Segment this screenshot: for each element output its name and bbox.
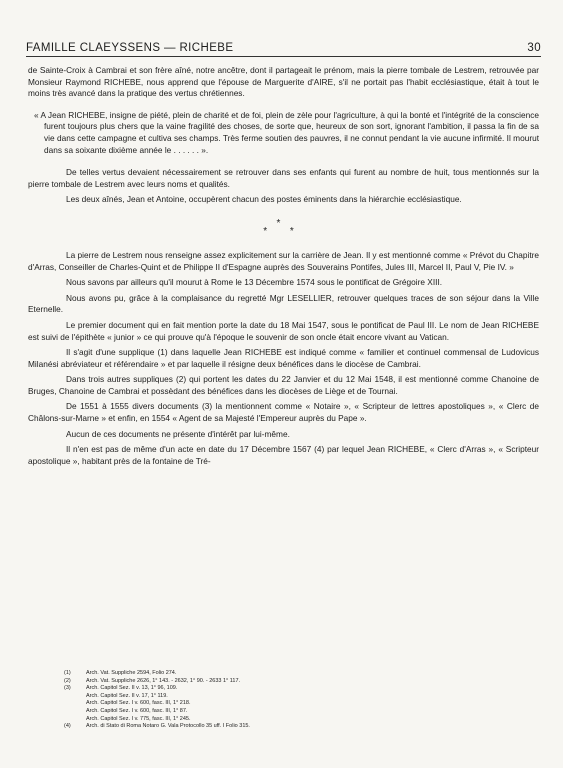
footnote: Arch. Capitol Sez. II v. 17, 1° 119. — [86, 692, 168, 699]
paragraph: Nous savons par ailleurs qu'il mourut à Rome le 13 Décembre 1574 sous le pontificat de Grégoire XIII. — [66, 277, 443, 288]
paragraph: De telles vertus devaient nécessairement se retrouver dans ses enfants qui furent au nombre de huit, tous mentionnés sur la pierre tombale de Lestrem avec leurs noms et qualités. — [28, 167, 539, 189]
section-separator — [28, 217, 539, 237]
separator-stars: * * — [263, 225, 304, 237]
footnotes — [64, 670, 539, 731]
footnote: Arch. Capitol Sez. I v. 775, fasc. III, 1° 245. — [86, 715, 191, 722]
page-header — [26, 38, 541, 54]
paragraph: Nous avons pu, grâce à la complaisance du regretté Mgr LESELLIER, retrouver quelques traces de son séjour dans la Ville Eternelle. — [28, 292, 539, 315]
paragraph: Il s'agit d'une supplique (1) dans laquelle Jean RICHEBE est indiqué comme « familier et continuel commensal de Ludovicus Milanési abréviateur et référendaire » et par laquelle il résigne deux bénéfices dans le diocèse de Cambrai. — [28, 347, 539, 369]
footnote: (2) Arch. Vat. Suppliche 2626, 1° 143. - 2632, 1° 90. - 2633 1° 117. — [64, 677, 241, 684]
epitaph-quote: « A Jean RICHEBE, insigne de piété, plein de charité et de foi, plein de zèle pour l'agriculture, à qui la bonté et l'intégrité de la conscience furent toujours plus chers que la vaine fragilité des choses, de sorte que, heureux de son sort, ignorant l'ambition, il passa la fin de sa vie dans cette campagne et cultiva ses champs. Très ferme soutien des pauvres, il ne connut pendant la vie aucune infirmité. Il mourut dans sa soixante dixième année le . . . . . . ». — [34, 109, 539, 155]
header-rule — [26, 56, 541, 57]
running-title: FAMILLE CLAEYSSENS — RICHEBE — [26, 42, 234, 54]
paragraph: Il n'en est pas de même d'un acte en date du 17 Décembre 1567 (4) par lequel Jean RICHEBE, « Clerc d'Arras », « Scripteur apostolique », habitant près de la fontaine de Tré- — [28, 444, 539, 466]
paragraph: Le premier document qui en fait mention porte la date du 18 Mai 1547, sous le pontificat de Paul III. Le nom de Jean RICHEBE est suivi de l'épithète « junior » ce qui prouve qu'à l'époque le souvenir de son oncle était encore vivant au Vatican. — [28, 319, 539, 342]
footnote: (4) Arch. di Stato di Roma Notaro G. Vala Protocollo 35 uff. I Folio 315. — [64, 723, 250, 730]
footnote: (1) Arch. Vat. Suppliche 2594, Folio 274. — [64, 670, 177, 676]
separator-star: * — [276, 217, 291, 229]
footnote: (3) Arch. Capitol Sez. II v. 13, 1° 96, 109. — [64, 685, 178, 692]
page-number: 30 — [527, 42, 541, 54]
body-text — [28, 65, 539, 471]
paragraph: Dans trois autres suppliques (2) qui portent les dates du 22 Janvier et du 12 Mai 1548, il est mentionné comme Chanoine de Bruges, Chanoine de Cambrai et possèdant des bénéfices dans les diocèses de Liège et de Tournai. — [28, 374, 539, 396]
paragraph: De 1551 à 1555 divers documents (3) la mentionnent comme « Notaire », « Scripteur de lettres apostoliques », « Clerc de Châlons-sur-Marne » et enfin, en 1554 « Agent de sa Majesté l'Empereur auprès du Pape ». — [28, 401, 539, 424]
paragraph: Les deux aînés, Jean et Antoine, occupèrent chacun des postes éminents dans la hiérarchie ecclésiastique. — [66, 194, 462, 205]
footnote: Arch. Capitol Sez. I v. 600, fasc. III, 1° 87. — [86, 707, 188, 714]
paragraph: Aucun de ces documents ne présente d'intérêt par lui-même. — [66, 428, 290, 439]
paragraph: La pierre de Lestrem nous renseigne assez explicitement sur la carrière de Jean. Il y est mentionné comme « Prévot du Chapitre d'Arras, Conseiller de Charles-Quint et de Philippe II d'Espagne auprès des Souverains Pontifes, Jules III, Marcel II, Paul V, Pie IV. » — [28, 249, 539, 272]
footnote: Arch. Capitol Sez. I v. 600, fasc. III, 1° 218. — [86, 700, 191, 707]
paragraph: de Sainte-Croix à Cambrai et son frère aîné, notre ancêtre, dont il partageait le prénom, mais la pierre tombale de Lestrem, retrouvée par Monsieur Raymond RICHEBE, nous apprend que l'épouse de Marguerite d'AIRE, s'il ne portait pas l'habit ecclésiastique, était à tout le moins très avancé dans la pratique des vertus chrétiennes. — [28, 65, 539, 99]
